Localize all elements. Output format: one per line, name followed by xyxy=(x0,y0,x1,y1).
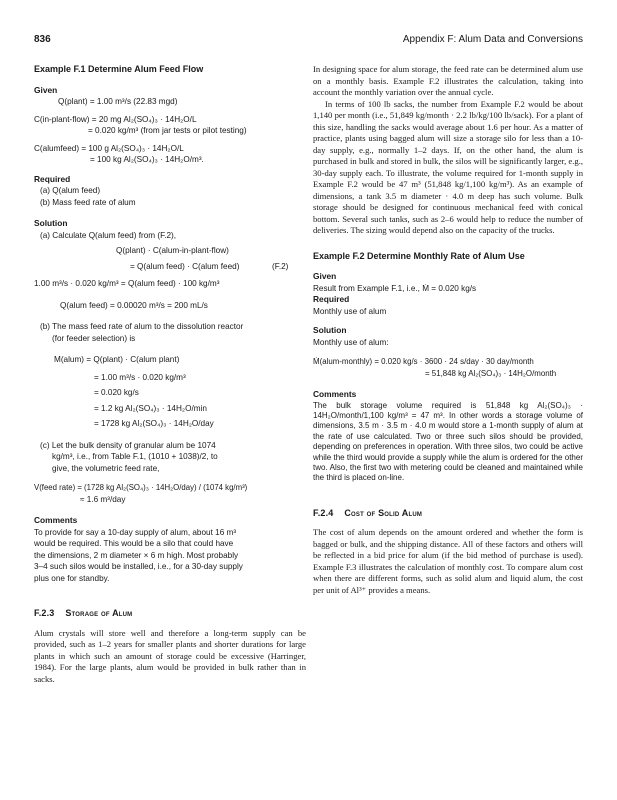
section-f24-number: F.2.4 xyxy=(313,507,334,518)
eq-f2-line2 xyxy=(34,261,306,273)
solution-heading: Solution xyxy=(34,218,68,228)
required-heading: Required xyxy=(34,173,71,184)
eq-m-alum-step1: = 1.00 m³/s · 0.020 kg/m³ xyxy=(94,372,186,382)
f2-given-heading: Given xyxy=(313,271,337,281)
storage-paragraph-2: In terms of 100 lb sacks, the number from Example F.2 would be about 1,140 per month (i.e., 51,849 kg/month · 2.2 lb/kg/100 lb/sack). For a plant of this size, handling the sacks would average about 1.6 per hour. As a matter of practice, plants using bagged alum will size a storage silo for less than a 10-day supply, e.g., normally 1–2 days. If, on the other hand, the alum is purchased in bulk and stored in bulk, the silos will be significantly larger, e.g., 30-day supply each. To illustrate, the volume required for 1-month supply in Example F.2 would be 47 m³ (51,848 kg/1,100 kg/m³). As an example of dimensions, a tank 3.5 m diameter · 4.0 m deep has such volume. Bulk storage should be designed for continuous mechanical feed with conical bottom. Several such tanks, such as 2–6 would help to reduce the number of deliveries. The sizing would depend also on the capacity of the trucks. xyxy=(313,98,583,235)
eq-q-alum-feed: Q(alum feed) = 0.00020 m³/s = 200 mL/s xyxy=(60,300,208,310)
f2-comments-heading: Comments xyxy=(313,389,357,399)
required-b: (b) Mass feed rate of alum xyxy=(40,197,136,207)
given-heading: Given xyxy=(34,84,58,95)
f2-given-line: Result from Example F.1, i.e., Ṁ = 0.020 kg/s xyxy=(313,283,477,293)
given-c-in-plant: C(in-plant-flow) = 20 mg Al₂(SO₄)₃ · 14H₂O/L xyxy=(34,114,197,124)
example-f1-title: Example F.1 Determine Alum Feed Flow xyxy=(34,64,204,74)
solution-b-line1: (b) The mass feed rate of alum to the dissolution reactor xyxy=(40,322,244,331)
section-f23-title: Storage of Alum xyxy=(65,608,133,618)
eq-m-monthly-result: = 51,848 kg Al₂(SO₄)₃ · 14H₂O/month xyxy=(425,368,557,378)
comment-line5: plus one for standby. xyxy=(34,573,110,583)
eq-substitution: 1.00 m³/s · 0.020 kg/m³ = Q(alum feed) · 100 kg/m³ xyxy=(34,279,220,288)
f2-solution-heading: Solution xyxy=(313,325,347,335)
section-f23-paragraph: Alum crystals will store well and therefore a long-term supply can be provided, such as 1–2 years for smaller plants and shorter durations for large plants in which such an amount of storage could be excessive (Harringer, 1984). For the large plants, alum would be provided in bulk rather than in sacks. xyxy=(34,627,306,684)
eq-m-alum-step4: = 1728 kg Al₂(SO₄)₃ · 14H₂O/day xyxy=(94,419,214,428)
right-column xyxy=(313,64,583,596)
running-head: Appendix F: Alum Data and Conversions xyxy=(402,34,583,45)
given-c-alumfeed-kg: = 100 kg Al₂(SO₄)₃ · 14H₂O/m³. xyxy=(90,155,204,164)
required-a: (a) Q(alum feed) xyxy=(40,186,101,195)
section-f24-heading xyxy=(313,508,583,520)
comment-line3: the dimensions, 2 m diameter × 6 m high. Most probably xyxy=(34,550,239,560)
f2-solution-line: Monthly use of alum: xyxy=(313,337,389,347)
section-f23-number: F.2.3 xyxy=(34,608,55,618)
comments-heading: Comments xyxy=(34,515,78,525)
eq-m-alum: M(alum) = Q(plant) · C(alum plant) xyxy=(54,355,180,364)
solution-c-line3: give, the volumetric feed rate, xyxy=(52,463,160,473)
f2-required-line: Monthly use of alum xyxy=(313,306,387,316)
section-f24-paragraph: The cost of alum depends on the amount ordered and whether the form is bagged or bulk, and the shipping distance. All of these factors and others will be reflected in a bid price for alum (if the bid method of purchase is used). Example F.3 illustrates the calculation of monthly cost. To compare alum cost when there are different forms, such as solid alum and liquid alum, the cost per unit of Al³⁺ provides a means. xyxy=(313,527,583,595)
eq-m-monthly: Ṁ(alum-monthly) = 0.020 kg/s · 3600 · 24 s/day · 30 day/month xyxy=(313,357,534,366)
solution-c-line1: (c) Let the bulk density of granular alum be 1074 xyxy=(40,440,216,450)
eq-v-feed-rate-result: ≈ 1.6 m³/day xyxy=(80,494,126,504)
section-f24-title: Cost of Solid Alum xyxy=(344,507,423,518)
eq-f2-rhs: = Q(alum feed) · C(alum feed) xyxy=(130,261,240,271)
example-f2-title: Example F.2 Determine Monthly Rate of Alum Use xyxy=(313,250,525,261)
left-column xyxy=(34,64,306,685)
solution-c-line2: kg/m³, i.e., from Table F.1, (1010 + 1038)/2, to xyxy=(52,452,218,461)
given-c-alumfeed: C(alumfeed) = 100 g Al₂(SO₄)₃ · 14H₂O/L xyxy=(34,143,184,153)
comment-line1: To provide for say a 10-day supply of alum, about 16 m³ xyxy=(34,527,237,537)
solution-a: (a) Calculate Q(alum feed) from (F.2), xyxy=(40,230,177,240)
eq-f2-line1: Q(plant) · C(alum-in-plant-flow) xyxy=(116,246,229,255)
section-f23-heading xyxy=(34,608,306,620)
f2-comments-paragraph: The bulk storage volume required is 51,848 kg Al₂(SO₄)₃ · 14H₂O/month/1,100 kg/m³ = 47 m³. In other words a storage volume of dimensions, 3.5 m · 3.5 m · 4.0 m would store a 1-month supply of alum at the rate of use calculated. Two or three such silos should be provided, depending on preferences in operation. With three silos, two could be active while the third would provide a supply while the alum is ordered for the other two. Also, the first two with metering could be cleaned and maintained while the third is placed on-line. xyxy=(313,400,583,483)
page-number: 836 xyxy=(34,34,51,45)
eq-f2-label: (F.2) xyxy=(272,261,289,271)
given-q-plant: Q(plant) = 1.00 m³/s (22.83 mgd) xyxy=(58,97,178,106)
eq-m-alum-step3: = 1.2 kg Al₂(SO₄)₃ · 14H₂O/min xyxy=(94,403,207,413)
eq-v-feed-rate: V(feed rate) = (1728 kg Al₂(SO₄)₃ · 14H₂O/day) / (1074 kg/m³) xyxy=(34,483,248,492)
solution-b-line2: (for feeder selection) is xyxy=(52,333,136,343)
comment-line2: would be required. This would be a silo that could have xyxy=(34,539,234,548)
f2-required-heading: Required xyxy=(313,294,350,304)
given-c-in-plant-kg: = 0.020 kg/m³ (from jar tests or pilot testing) xyxy=(88,126,247,135)
eq-m-alum-step2: = 0.020 kg/s xyxy=(94,388,139,397)
storage-paragraph-1: In designing space for alum storage, the feed rate can be determined alum use on a monthly basis. Example F.2 illustrates the calculation, taking into account the monthly variation over the annual cycle. xyxy=(313,64,583,97)
comment-line4: 3–4 such silos would be installed, i.e., for a 30-day supply xyxy=(34,562,243,571)
